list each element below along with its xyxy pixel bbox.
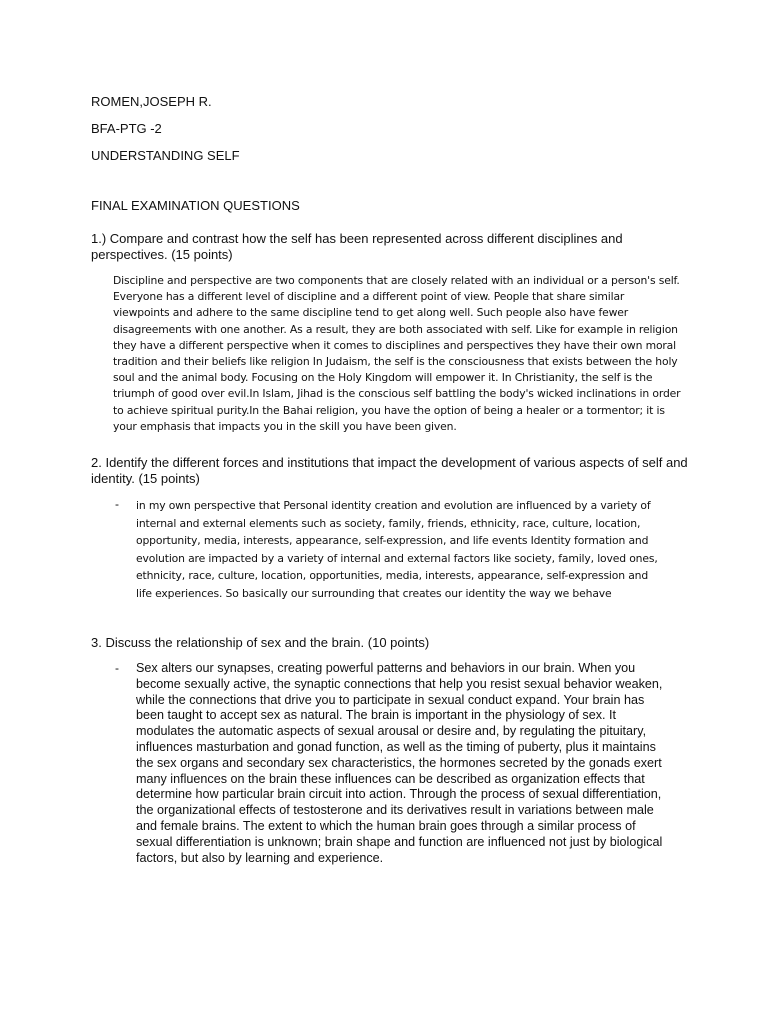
answer-3: Sex alters our synapses, creating powerful patterns and behaviors in our brain. When you become sexually active, the synaptic connections that help you resist sexual behavior weaken, while the connections that drive you to participate in sexual conduct expand. Your brain has been taught to accept sex as natural. The brain is important in the physiology of sex. It modulates the automatic aspects of sexual arousal or desire and, by regulating the pituitary, influences masturbation and gonad function, as well as the timing of puberty, plus it maintains the sex organs and secondary sex characteristics, the hormones secreted by the gonads exert many influences on the brain these influences can be described as organization effects that determine how particular brain circuit into action. Through the process of sexual differentiation, the organizational effects of testosterone and its derivatives result in variations between male and female brains. The extent to which the human brain goes through a similar process of sexual differentiation is unknown; brain shape and function are influenced not just by biological factors, but also by learning and experience.: [136, 661, 663, 865]
question-3: 3. Discuss the relationship of sex and the brain. (10 points): [91, 635, 430, 650]
student-name: ROMEN,JOSEPH R.: [91, 94, 212, 109]
answer-2-bullet: -: [115, 497, 119, 511]
question-1: 1.) Compare and contrast how the self has been represented across different disciplines and perspectives. (15 points): [91, 231, 623, 262]
answer-2: in my own perspective that Personal identity creation and evolution are influenced by a variety of internal and external elements such as society, family, friends, ethnicity, race, culture, location, opportunity, media, interests, appearance, self-expression, and life events Identity formation and evolution are impacted by a variety of internal and external factors like society, family, loved ones, ethnicity, race, culture, location, opportunities, media, interests, appearance, self-expression and life experiences. So basically our surrounding that creates our identity the way we behave: [136, 499, 658, 600]
subject-title: UNDERSTANDING SELF: [91, 148, 240, 163]
exam-title: FINAL EXAMINATION QUESTIONS: [91, 198, 300, 213]
course-section: BFA-PTG -2: [91, 121, 162, 136]
question-2: 2. Identify the different forces and institutions that impact the development of various aspects of self and identity. (15 points): [91, 455, 688, 486]
answer-3-bullet: -: [115, 661, 119, 675]
answer-1: Discipline and perspective are two components that are closely related with an individual or a person's self. Everyone has a different level of discipline and a different point of view. People that share similar viewpoints and adhere to the same discipline tend to get along well. Such people also have fewer disagreements with one another. As a result, they are both associated with self. Like for example in religion they have a different perspective when it comes to disciplines and perspectives they have their own moral tradition and their beliefs like religion In Judaism, the self is the consciousness that exists between the holy soul and the animal body. Focusing on the Holy Kingdom will empower it. In Christianity, the self is the triumph of good over evil.In Islam, Jihad is the conscious self battling the body's wicked inclinations in order to achieve spiritual purity.In the Bahai religion, you have the option of being a healer or a tormentor; it is your emphasis that impacts you in the skill you have been given.: [113, 274, 681, 433]
